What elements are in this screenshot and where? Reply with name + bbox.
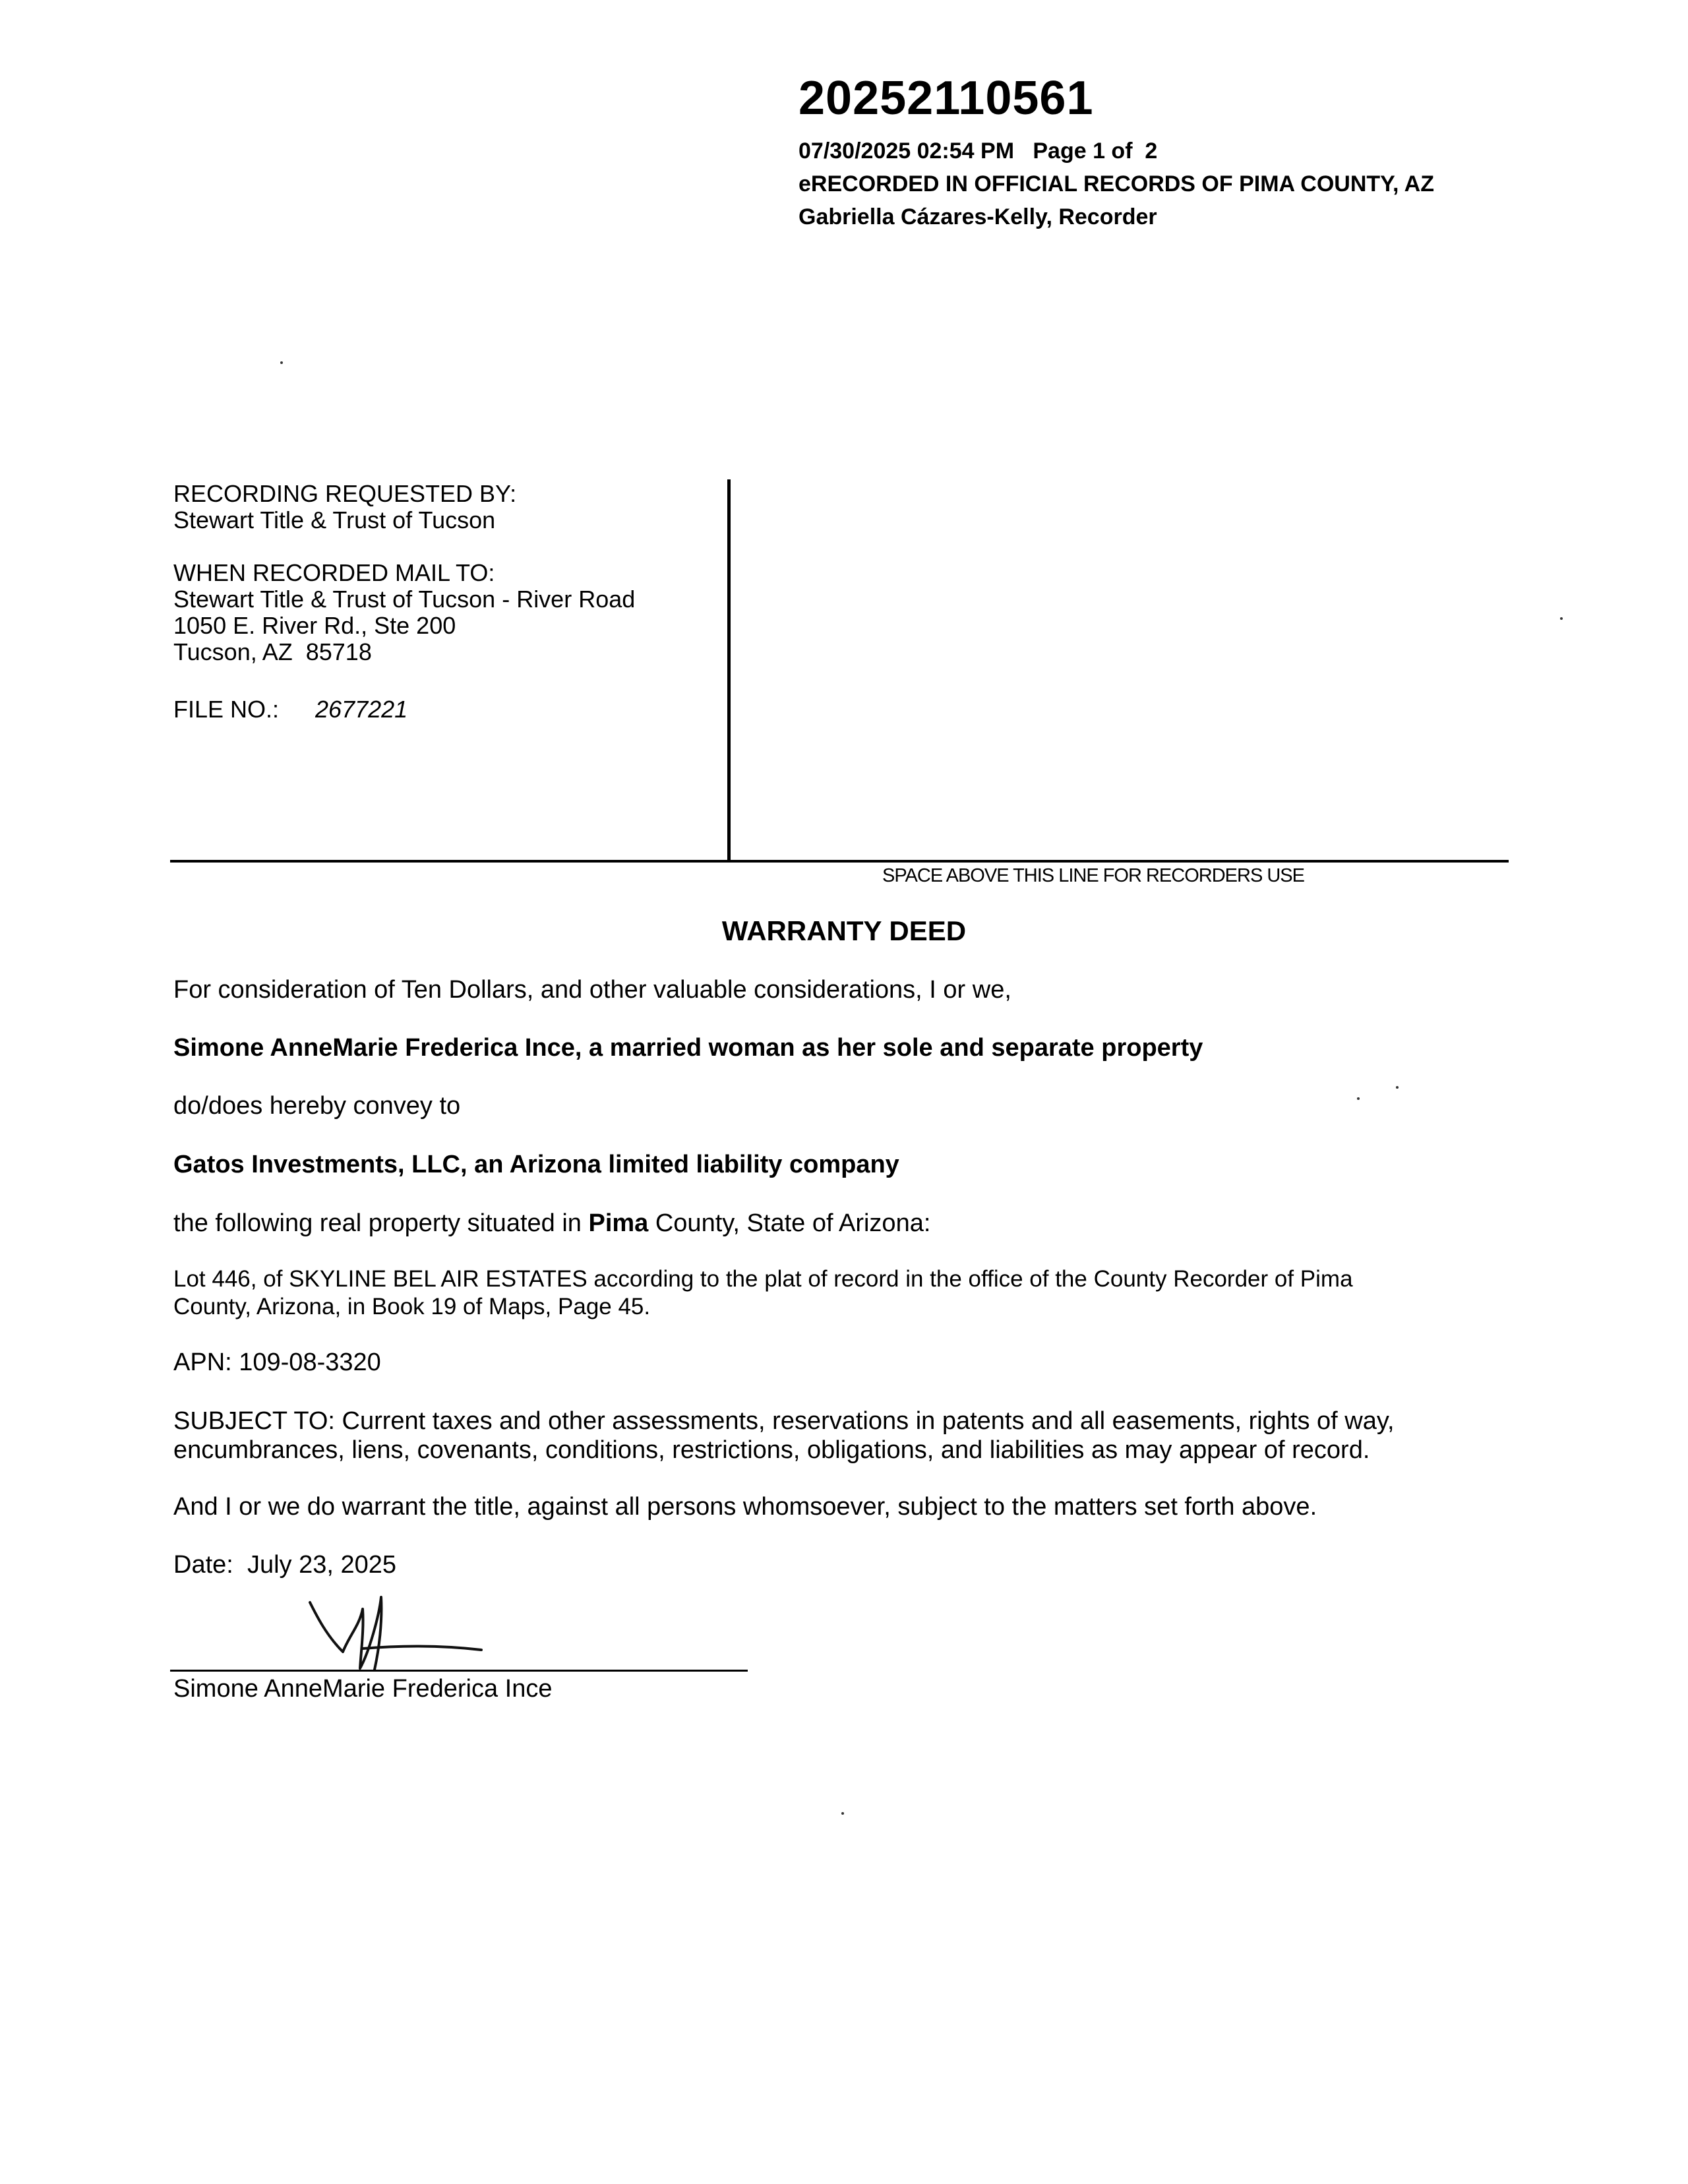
signature-icon <box>297 1589 495 1675</box>
warranty-clause: And I or we do warrant the title, against all persons whomsoever, subject to the matters set forth above. <box>173 1493 1317 1521</box>
grantee-name: Gatos Investments, LLC, an Arizona limited liability company <box>173 1151 899 1178</box>
recording-office: eRECORDED IN OFFICIAL RECORDS OF PIMA COUNTY, AZ <box>799 171 1435 197</box>
legal-description-line: Lot 446, of SKYLINE BEL AIR ESTATES according to the plat of record in the office of the County Recorder of Pima <box>173 1266 1353 1292</box>
subject-to-line: SUBJECT TO: Current taxes and other assessments, reservations in patents and all easements, rights of way, <box>173 1407 1395 1435</box>
recorder-space-note: SPACE ABOVE THIS LINE FOR RECORDERS USE <box>882 865 1304 886</box>
mail-to-line: Tucson, AZ 85718 <box>173 638 372 665</box>
recording-date-time: 07/30/2025 02:54 PM Page 1 of 2 <box>799 138 1158 164</box>
property-location-clause <box>173 1209 930 1238</box>
situated-suffix: County, State of Arizona: <box>648 1209 931 1237</box>
subject-to-line: encumbrances, liens, covenants, conditions, restrictions, obligations, and liabilities as may appear of record. <box>173 1436 1370 1464</box>
signer-name: Simone AnneMarie Frederica Ince <box>173 1675 553 1703</box>
document-number: 20252110561 <box>799 72 1094 125</box>
grantor-name: Simone AnneMarie Frederica Ince, a married woman as her sole and separate property <box>173 1034 1203 1062</box>
requested-by-label: RECORDING REQUESTED BY: <box>173 480 517 507</box>
mail-to-label: WHEN RECORDED MAIL TO: <box>173 559 495 586</box>
file-number: 2677221 <box>315 696 408 723</box>
file-number-label: FILE NO.: <box>173 696 280 723</box>
scan-speck <box>1560 617 1563 620</box>
convey-clause: do/does hereby convey to <box>173 1092 461 1120</box>
recording-box-divider <box>727 479 731 862</box>
requested-by-name: Stewart Title & Trust of Tucson <box>173 506 496 533</box>
mail-to-line: Stewart Title & Trust of Tucson - River Road <box>173 586 636 613</box>
scan-speck <box>1396 1086 1399 1089</box>
deed-date: Date: July 23, 2025 <box>173 1551 396 1579</box>
scan-speck <box>841 1812 844 1815</box>
consideration-clause: For consideration of Ten Dollars, and other valuable considerations, I or we, <box>173 976 1011 1004</box>
scan-speck <box>1357 1097 1360 1100</box>
scan-speck <box>280 361 283 364</box>
signature-line <box>170 1670 748 1672</box>
mail-to-line: 1050 E. River Rd., Ste 200 <box>173 612 456 639</box>
county-name: Pima <box>588 1209 649 1237</box>
recorder-name: Gabriella Cázares-Kelly, Recorder <box>799 204 1157 229</box>
apn: APN: 109-08-3320 <box>173 1349 381 1376</box>
deed-title: WARRANTY DEED <box>721 915 967 946</box>
situated-prefix: the following real property situated in <box>173 1209 589 1237</box>
recorder-space-rule <box>170 860 1509 863</box>
legal-description-line: County, Arizona, in Book 19 of Maps, Page 45. <box>173 1294 651 1320</box>
